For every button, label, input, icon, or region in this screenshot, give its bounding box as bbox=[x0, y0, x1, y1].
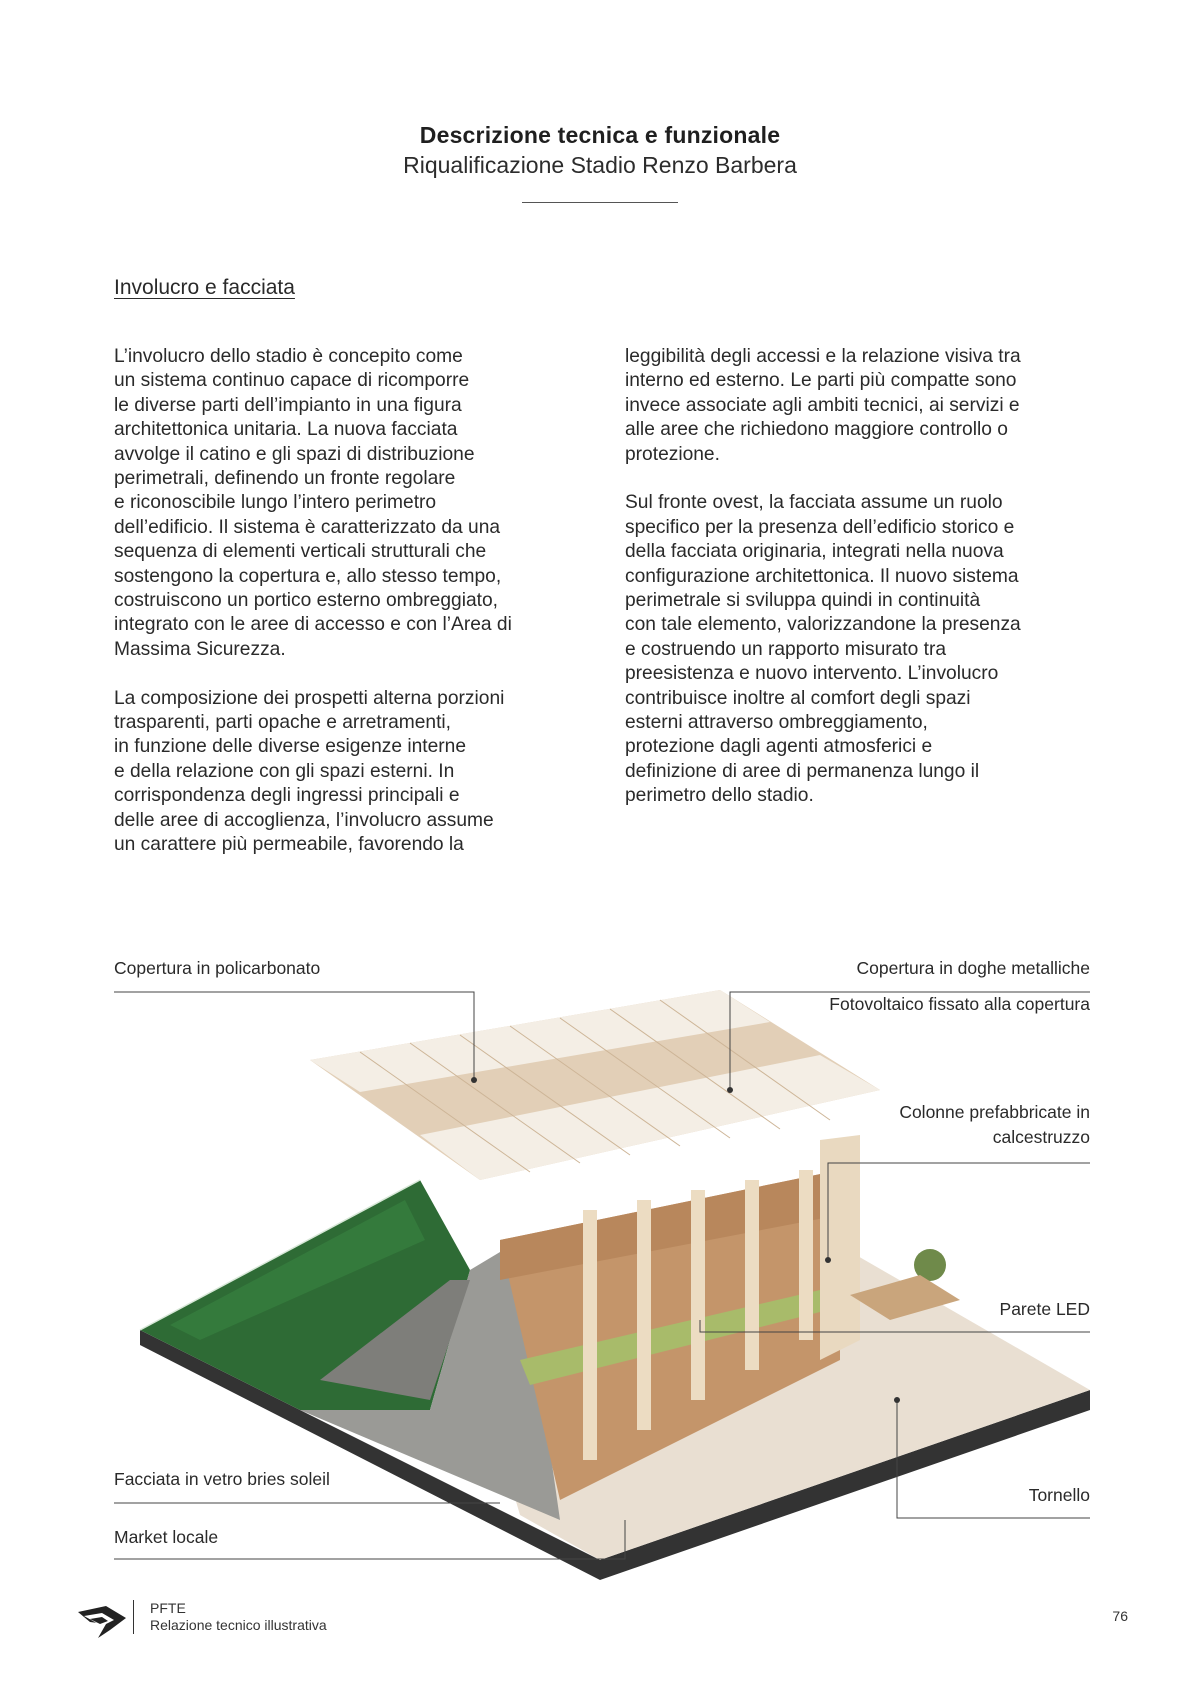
page-title: Descrizione tecnica e funzionale bbox=[419, 122, 781, 148]
text-line: La composizione dei prospetti alterna porzioni bbox=[114, 687, 505, 709]
text-line: sequenza di elementi verticali strutturali che bbox=[114, 541, 487, 563]
text-line: e costruendo un rapporto misurato tra bbox=[625, 638, 947, 660]
label-colonne-line2: calcestruzzo bbox=[992, 1127, 1090, 1147]
column bbox=[691, 1190, 705, 1400]
text-line: protezione. bbox=[625, 443, 720, 465]
text-line: perimetro dello stadio. bbox=[625, 785, 814, 807]
text-column-left bbox=[114, 345, 592, 882]
text-line: preesistenza e nuovo intervento. L’involucro bbox=[625, 663, 999, 685]
section-title: Involucro e facciata bbox=[114, 276, 295, 299]
text-line: alle aree che richiedono maggiore controllo o bbox=[625, 419, 1008, 441]
text-line: avvolge il catino e gli spazi di distribuzione bbox=[114, 443, 475, 465]
column bbox=[799, 1170, 813, 1340]
text-line: Sul fronte ovest, la facciata assume un ruolo bbox=[625, 492, 1003, 514]
text-line: perimetrale si sviluppa quindi in continuità bbox=[625, 590, 981, 612]
text-line: con tale elemento, valorizzandone la presenza bbox=[625, 614, 1021, 636]
text-column-right bbox=[625, 345, 1103, 833]
page-header bbox=[0, 120, 1200, 203]
stadium-axonometric-diagram bbox=[0, 940, 1200, 1580]
text-line: Massima Sicurezza. bbox=[114, 638, 286, 660]
page-number: 76 bbox=[1112, 1608, 1128, 1624]
footer-divider bbox=[133, 1600, 134, 1634]
text-line: esterni attraverso ombreggiamento, bbox=[625, 712, 928, 734]
text-line: specifico per la presenza dell’edificio storico e bbox=[625, 516, 1015, 538]
text-line: un sistema continuo capace di ricomporre bbox=[114, 370, 470, 392]
footer-project: PFTE bbox=[150, 1600, 186, 1616]
text-line: trasparenti, parti opache e arretramenti, bbox=[114, 712, 452, 734]
column bbox=[745, 1180, 759, 1370]
text-line: e riconoscibile lungo l’intero perimetro bbox=[114, 492, 437, 514]
header-divider bbox=[522, 202, 678, 203]
text-line: corrispondenza degli ingressi principali e bbox=[114, 785, 460, 807]
text-line: configurazione architettonica. Il nuovo sistema bbox=[625, 565, 1019, 587]
text-line: in funzione delle diverse esigenze interne bbox=[114, 736, 466, 758]
text-line: leggibilità degli accessi e la relazione visiva tra bbox=[625, 346, 1021, 367]
footer-document: Relazione tecnico illustrativa bbox=[150, 1617, 327, 1633]
text-line: architettonica unitaria. La nuova facciata bbox=[114, 419, 458, 441]
text-line: della facciata originaria, integrati nella nuova bbox=[625, 541, 1004, 563]
text-line: sostengono la copertura e, allo stesso tempo, bbox=[114, 565, 502, 587]
text-line: definizione di aree di permanenza lungo il bbox=[625, 760, 980, 782]
column bbox=[583, 1210, 597, 1460]
text-line: perimetrali, definendo un fronte regolare bbox=[114, 468, 456, 490]
eagle-logo-icon bbox=[76, 1600, 128, 1640]
paragraph bbox=[114, 687, 592, 858]
label-copertura-policarbonato: Copertura in policarbonato bbox=[114, 958, 321, 978]
label-market: Market locale bbox=[114, 1527, 219, 1547]
label-colonne-line1: Colonne prefabbricate in bbox=[899, 1102, 1090, 1122]
text-line: integrato con le aree di accesso e con l’Area di bbox=[114, 614, 512, 636]
text-line: protezione dagli agenti atmosferici e bbox=[625, 736, 933, 758]
page-subtitle: Riqualificazione Stadio Renzo Barbera bbox=[403, 152, 797, 178]
paragraph bbox=[114, 345, 592, 662]
paragraph bbox=[625, 345, 1103, 467]
text-line: un carattere più permeabile, favorendo la bbox=[114, 834, 464, 856]
text-line: interno ed esterno. Le parti più compatte sono bbox=[625, 370, 1017, 392]
label-tornello: Tornello bbox=[1028, 1485, 1090, 1505]
paragraph bbox=[625, 491, 1103, 808]
column bbox=[637, 1200, 651, 1430]
text-line: L’involucro dello stadio è concepito come bbox=[114, 346, 463, 367]
text-line: costruiscono un portico esterno ombreggiato, bbox=[114, 590, 498, 612]
text-line: le diverse parti dell’impianto in una figura bbox=[114, 394, 462, 416]
text-line: e della relazione con gli spazi esterni. In bbox=[114, 760, 455, 782]
text-line: invece associate agli ambiti tecnici, ai servizi e bbox=[625, 394, 1020, 416]
footer-text bbox=[150, 1600, 327, 1634]
side-tower bbox=[820, 1135, 860, 1360]
label-facciata-vetro: Facciata in vetro bries soleil bbox=[114, 1469, 330, 1489]
label-copertura-doghe: Copertura in doghe metalliche bbox=[856, 958, 1090, 978]
text-line: contribuisce inoltre al comfort degli spazi bbox=[625, 687, 971, 709]
text-line: dell’edificio. Il sistema è caratterizzato da una bbox=[114, 516, 501, 538]
label-parete-led: Parete LED bbox=[999, 1299, 1090, 1319]
label-fotovoltaico: Fotovoltaico fissato alla copertura bbox=[829, 994, 1090, 1014]
text-line: delle aree di accoglienza, l’involucro assume bbox=[114, 809, 494, 831]
